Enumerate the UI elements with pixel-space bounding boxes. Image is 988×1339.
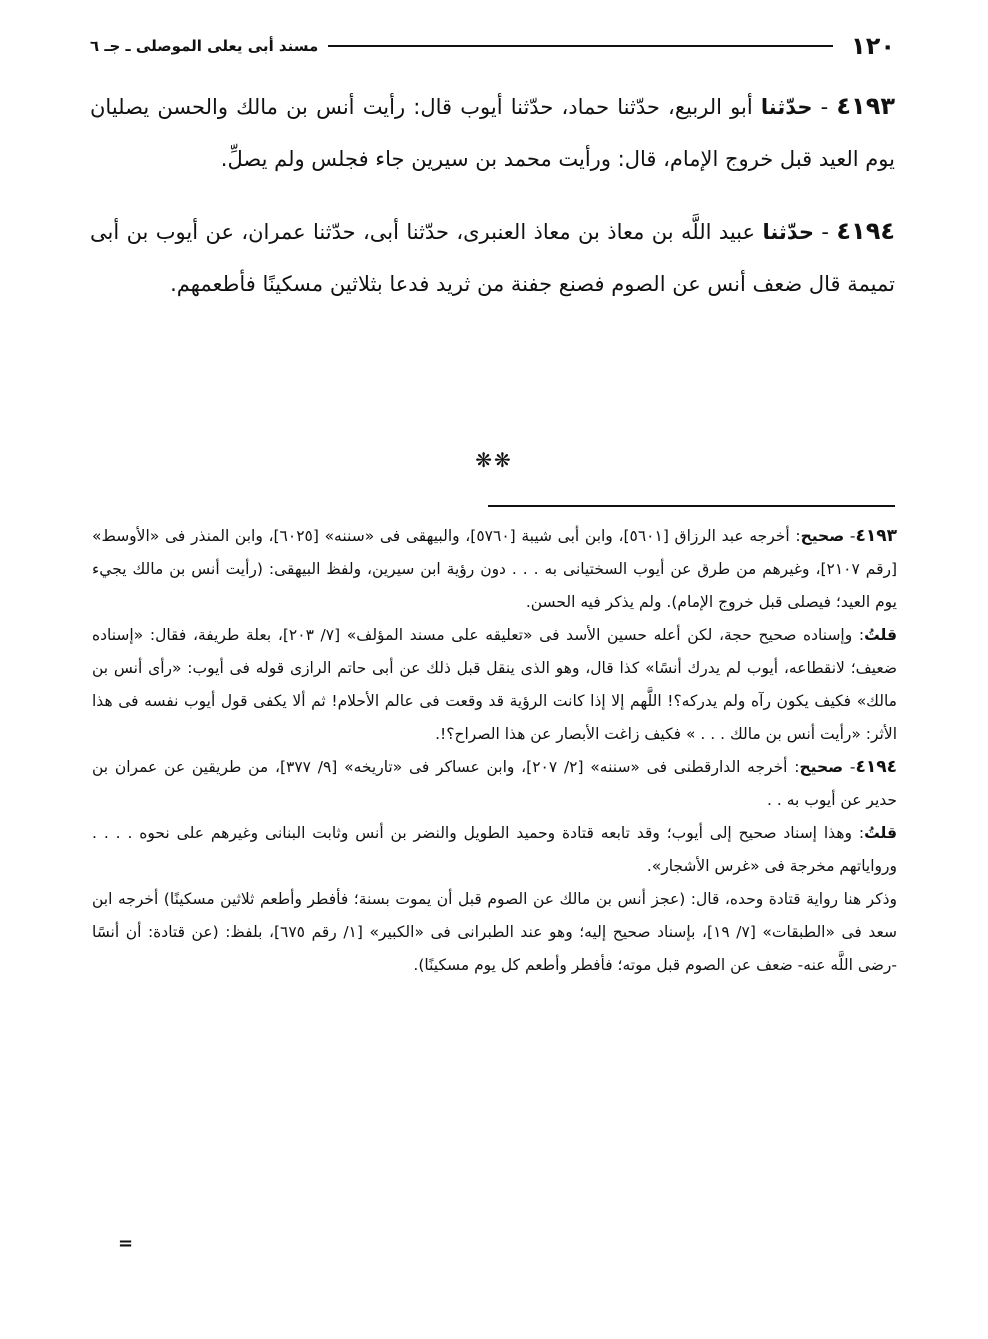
footnote-comment — [92, 817, 897, 883]
footnote-grade: صحيح — [799, 758, 844, 776]
footnote-number: ٤١٩٣ — [855, 526, 897, 546]
hadith-dash: - — [814, 220, 837, 244]
footnote-grade: صحيح — [800, 527, 845, 545]
footnote-4194 — [92, 751, 897, 817]
hadith-4193 — [90, 80, 895, 185]
footnote-text: : وهذا إسناد صحيح إلى أيوب؛ وقد تابعه قتادة وحميد الطويل والنضر بن أنس وثابت البنانى وغيرهم على نحوه . . . . ورواياتهم مخرجة فى «غرس الأشجار». — [92, 824, 897, 875]
footnote-dash: - — [843, 758, 856, 776]
hadith-number: ٤١٩٣ — [836, 92, 895, 120]
footnote-text: : أخرجه عبد الرزاق [٥٦٠١]، وابن أبى شيبة [٥٧٦٠]، والبيهقى فى «سننه» [٦٠٢٥]، وابن المنذر فى «الأوسط» [رقم ٢١٠٧]، وغيرهم من طرق عن أيوب السختيانى به . . . دون رؤية ابن سيرين، ولفظ البيهقى: (رأيت أنس بن مالك يجيء يوم العيد؛ فيصلى قبل خروج الإمام). ولم يذكر فيه الحسن. — [92, 527, 898, 611]
footnote-rule — [488, 505, 895, 507]
hadith-text: أبو الربيع، حدّثنا حماد، حدّثنا أيوب قال: رأيت أنس بن مالك والحسن يصليان يوم العيد قبل خروج الإمام، قال: ورأيت محمد بن سيرين جاء فجلس ولم يصلِّ. — [90, 95, 895, 171]
hadith-number: ٤١٩٤ — [836, 217, 895, 245]
footnotes — [92, 520, 897, 982]
footnote-qult: قلتُ — [864, 824, 897, 842]
main-text — [90, 80, 895, 330]
hadith-lead: حدّثنا — [762, 220, 815, 244]
hadith-4194 — [90, 205, 895, 310]
footnote-4193 — [92, 520, 897, 619]
footnote-text: وذكر هنا رواية قتادة وحده، قال: (عجز أنس بن مالك عن الصوم قبل أن يموت بسنة؛ فأفطر وأطعم ثلاثين مسكينًا) أخرجه ابن سعد فى «الطبقات» [٧/ ١٩]، بإسناد صحيح إليه؛ وهو عند الطبرانى فى «الكبير» [١/ رقم ٦٧٥]، بلفظ: (عن قتادة: أن أنسًا -رضى اللَّه عنه- ضعف عن الصوم قبل موته؛ فأفطر وأطعم كل يوم مسكينًا). — [92, 890, 897, 974]
footnote-qult: قلتُ — [864, 626, 897, 644]
running-header — [90, 26, 895, 66]
footnote-comment — [92, 619, 897, 751]
footnote-dash: - — [844, 527, 856, 545]
running-title: مسند أبى يعلى الموصلى ـ جـ ٦ — [90, 37, 319, 55]
hadith-text: عبيد اللَّه بن معاذ بن معاذ العنبرى، حدّثنا أبى، حدّثنا عمران، عن أيوب بن أبى تميمة قال ضعف أنس عن الصوم فصنع جفنة من ثريد فدعا بثلاثين مسكينًا فأطعمهم. — [90, 220, 895, 296]
hadith-lead: حدّثنا — [760, 95, 813, 119]
section-separator: ❋❋ — [475, 448, 513, 472]
header-rule — [328, 45, 833, 47]
footnote-paragraph — [92, 883, 897, 982]
page-number: ١٢٠ — [851, 32, 895, 60]
footnote-number: ٤١٩٤ — [855, 757, 897, 777]
footnote-text: : أخرجه الدارقطنى فى «سننه» [٢/ ٢٠٧]، وابن عساكر فى «تاريخه» [٩/ ٣٧٧]، من طريقين عن عمران بن حدير عن أيوب به . . — [92, 758, 897, 809]
hadith-dash: - — [812, 95, 837, 119]
footnote-text: : وإسناده صحيح حجة، لكن أعله حسين الأسد فى «تعليقه على مسند المؤلف» [٧/ ٢٠٣]، بعلة طريفة، فقال: «إسناده ضعيف؛ لانقطاعه، أيوب لم يدرك أنسًا» كذا قال، وهو الذى ينقل قبل ذلك عن أبى حاتم الرازى قوله فى أيوب: «رأى أنس بن مالك» فكيف يكون رآه ولم يدركه؟! اللَّهم إلا إذا كانت الرؤية قد وقعت فى عالم الأحلام! ثم ألا يكفى قول أيوب نفسه فى هذا الأثر: «رأيت أنس بن مالك . . . » فكيف زاغت الأبصار عن هذا الصراح؟!. — [92, 626, 897, 743]
continuation-mark: = — [118, 1233, 134, 1254]
